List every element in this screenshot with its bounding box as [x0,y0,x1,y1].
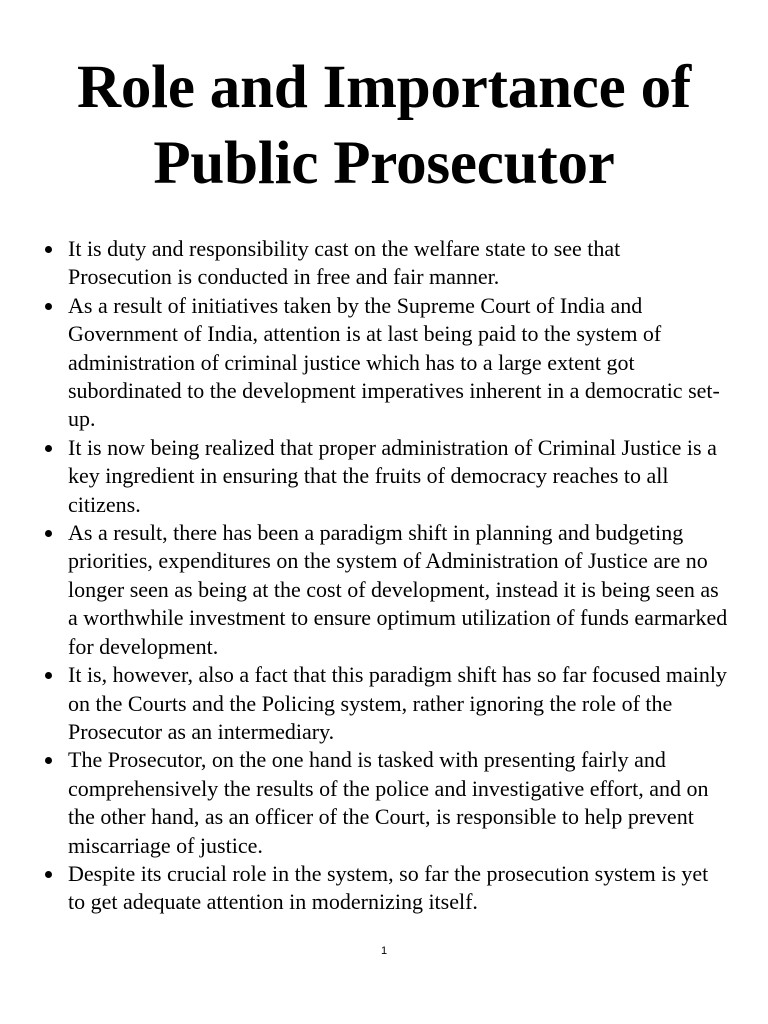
list-item-text: It is duty and responsibility cast on the welfare state to see that Prosecution is conducted in free and fair manner. [68,236,621,290]
list-item [68,860,728,917]
bullet-icon [45,871,52,878]
list-item-text: The Prosecutor, on the one hand is tasked with presenting fairly and comprehensively the results of the police and investigative effort, and on the other hand, as an officer of the Court, is responsible to help prevent miscarriage of justice. [68,747,709,858]
title-line-1: Role and Importance of [76,54,692,121]
list-item-text: As a result, there has been a paradigm shift in planning and budgeting priorities, expenditures on the system of Administration of Justice are no longer seen as being at the cost of development, instead it is being seen as a worthwhile investment to ensure optimum utilization of funds earmarked for development. [68,520,728,659]
page-number: 1 [380,945,388,957]
bullet-list [68,235,728,917]
bullet-icon [45,530,52,537]
list-item [68,434,728,519]
list-item [68,235,728,292]
list-item [68,292,728,434]
list-item-text: As a result of initiatives taken by the Supreme Court of India and Government of India, attention is at last being paid to the system of administration of criminal justice which has to a large extent got subordinated to the development imperatives inherent in a democratic set-up. [68,292,720,432]
list-item-text: Despite its crucial role in the system, so far the prosecution system is yet to get adequate attention in modernizing itself. [68,860,709,915]
page-title [40,50,728,202]
list-item-text: It is now being realized that proper administration of Criminal Justice is a key ingredient in ensuring that the fruits of democracy reaches to all citizens. [68,434,717,517]
list-item [68,661,728,746]
bullet-icon [45,445,52,452]
list-item [68,519,728,661]
bullet-icon [45,303,52,310]
title-line-2: Public Prosecutor [153,130,615,197]
list-item-text: It is, however, also a fact that this paradigm shift has so far focused mainly on the Courts and the Policing system, rather ignoring the role of the Prosecutor as an intermediary. [68,662,727,744]
bullet-icon [45,246,52,253]
bullet-icon [45,757,52,764]
list-item [68,746,728,860]
bullet-icon [45,672,52,679]
